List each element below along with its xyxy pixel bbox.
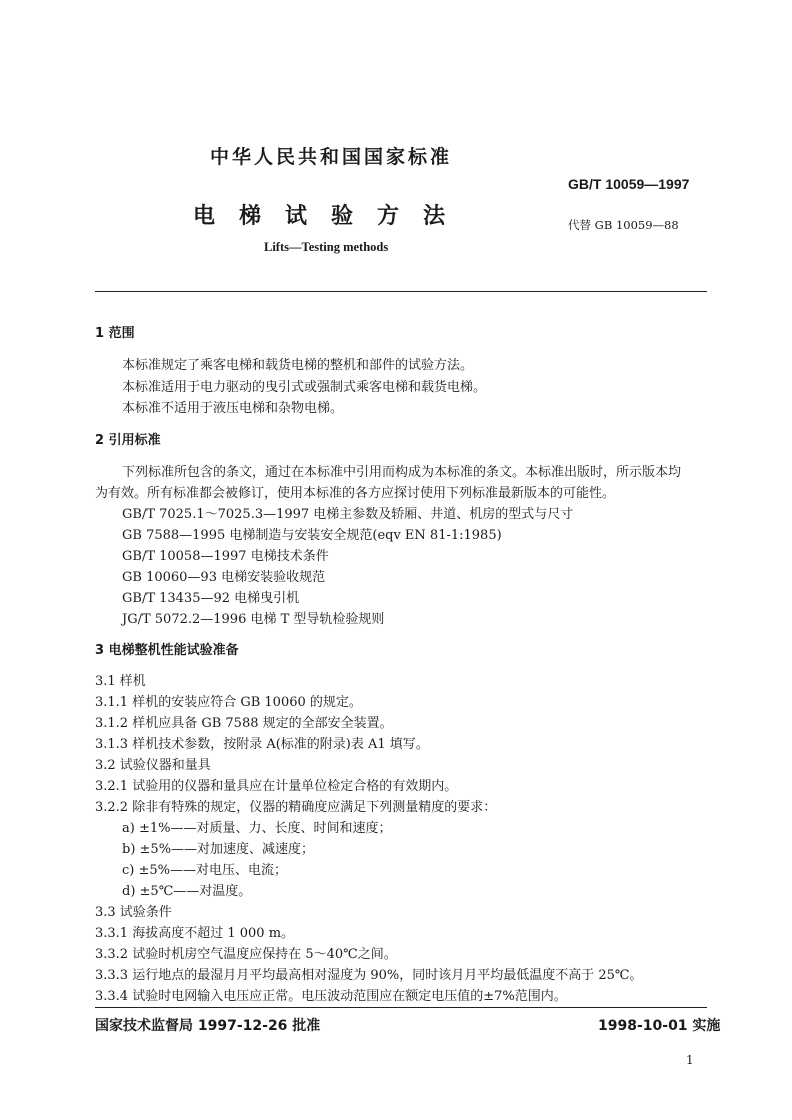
footer-divider: [95, 1007, 707, 1008]
reference-item: GB/T 10058—1997 电梯技术条件: [122, 549, 329, 564]
issuing-body-title: 中华人民共和国国家标准: [210, 146, 453, 168]
clause: 3.2 试验仪器和量具: [95, 758, 211, 773]
clause: 3.1.2 样机应具备 GB 7588 规定的全部安全装置。: [95, 716, 393, 731]
paragraph: 本标准不适用于液压电梯和杂物电梯。: [122, 401, 344, 416]
clause: 3.3 试验条件: [95, 905, 172, 920]
clause: 3.2.2 除非有特殊的规定，仪器的精确度应满足下列测量精度的要求：: [95, 800, 497, 815]
clause: 3.3.4 试验时电网输入电压应正常。电压波动范围应在额定电压值的±7%范围内。: [95, 989, 567, 1004]
section-2-heading: 2 引用标准: [95, 433, 161, 448]
accuracy-item: a) ±1%——对质量、力、长度、时间和速度；: [122, 821, 392, 836]
accuracy-item: b) ±5%——对加速度、减速度；: [122, 842, 315, 857]
reference-item: GB 7588—1995 电梯制造与安装安全规范(eqv EN 81-1:1985): [122, 528, 502, 543]
standard-number: GB/T 10059—1997: [568, 176, 690, 192]
clause: 3.2.1 试验用的仪器和量具应在计量单位检定合格的有效期内。: [95, 779, 458, 794]
title-char: 法: [423, 203, 446, 229]
paragraph: 下列标准所包含的条文，通过在本标准中引用而构成为本标准的条文。本标准出版时，所示版本均: [122, 465, 682, 480]
accuracy-item: c) ±5%——对电压、电流；: [122, 863, 288, 878]
reference-item: GB/T 13435—92 电梯曳引机: [122, 591, 300, 606]
section-1-heading: 1 范围: [95, 326, 135, 341]
title-char: 试: [285, 203, 308, 229]
clause: 3.1.1 样机的安装应符合 GB 10060 的规定。: [95, 695, 362, 710]
title-char: 电: [193, 203, 216, 229]
reference-item: JG/T 5072.2—1996 电梯 T 型导轨检验规则: [122, 612, 385, 627]
replaces-note: 代替 GB 10059—88: [568, 218, 679, 232]
reference-item: GB/T 7025.1～7025.3—1997 电梯主参数及轿厢、井道、机房的型式与尺寸: [122, 507, 574, 522]
english-title: Lifts—Testing methods: [264, 240, 389, 254]
title-char: 方: [377, 203, 400, 229]
document-title: [193, 199, 469, 230]
clause: 3.1.3 样机技术参数，按附录 A(标准的附录)表 A1 填写。: [95, 737, 429, 752]
paragraph: 本标准适用于电力驱动的曳引式或强制式乘客电梯和载货电梯。: [122, 380, 487, 395]
clause: 3.3.3 运行地点的最湿月月平均最高相对湿度为 90%，同时该月月平均最低温度不高于 25℃。: [95, 968, 643, 983]
page-number: 1: [686, 1053, 694, 1067]
approval-line: 国家技术监督局 1997-12-26 批准: [95, 1018, 321, 1034]
clause: 3.3.2 试验时机房空气温度应保持在 5～40℃之间。: [95, 947, 397, 962]
accuracy-item: d) ±5℃——对温度。: [122, 884, 252, 899]
implementation-date: 1998-10-01 实施: [598, 1018, 721, 1034]
title-char: 梯: [239, 203, 262, 229]
paragraph: 为有效。所有标准都会被修订，使用本标准的各方应探讨使用下列标准最新版本的可能性。: [95, 486, 616, 501]
reference-item: GB 10060—93 电梯安装验收规范: [122, 570, 326, 585]
section-3-heading: 3 电梯整机性能试验准备: [95, 643, 239, 658]
paragraph: 本标准规定了乘客电梯和载货电梯的整机和部件的试验方法。: [122, 358, 474, 373]
header-divider: [95, 291, 707, 292]
title-char: 验: [331, 203, 354, 229]
clause: 3.3.1 海拔高度不超过 1 000 m。: [95, 926, 295, 941]
clause: 3.1 样机: [95, 674, 146, 689]
